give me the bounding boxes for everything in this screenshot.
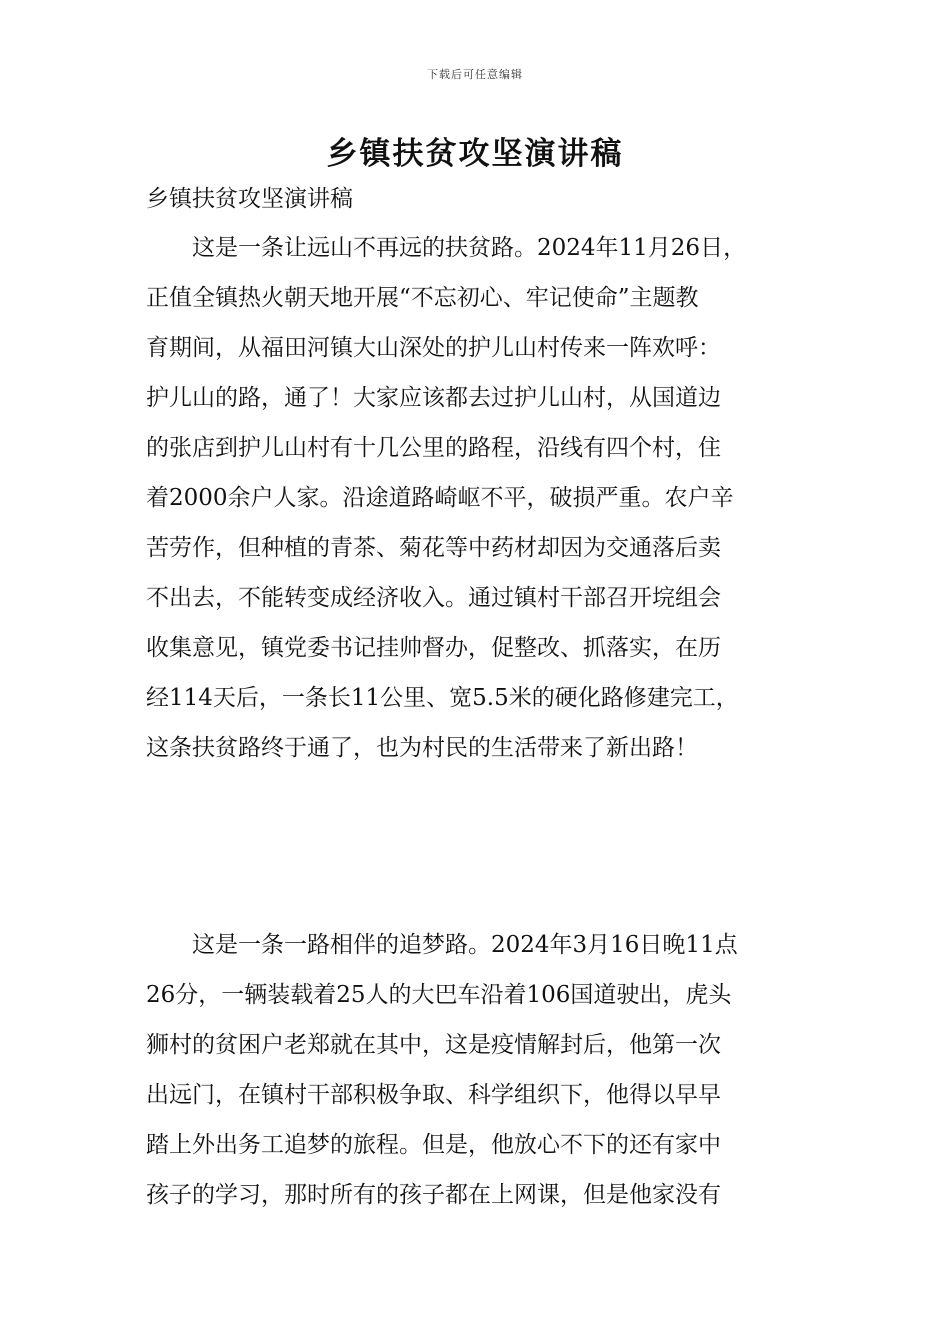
page-header-note: 下载后可任意编辑: [427, 68, 523, 81]
paragraph-1: [146, 223, 826, 773]
paragraph-line: 这是一条一路相伴的追梦路。2024年3月16日晚11点: [146, 932, 738, 958]
paragraph-line: 这条扶贫路终于通了，也为村民的生活带来了新出路！: [146, 735, 698, 761]
paragraph-2: [146, 920, 826, 1220]
paragraph-line: 这是一条让远山不再远的扶贫路。2024年11月26日，: [146, 235, 747, 261]
paragraph-line: 苦劳作，但种植的青茶、菊花等中药材却因为交通落后卖: [146, 535, 721, 561]
document-subtitle: 乡镇扶贫攻坚演讲稿: [146, 186, 353, 212]
paragraph-line: 着2000余户人家。沿途道路崎岖不平，破损严重。农户辛: [146, 485, 734, 511]
paragraph-line: 护儿山的路，通了！大家应该都去过护儿山村，从国道边: [146, 385, 721, 411]
paragraph-line: 出远门，在镇村干部积极争取、科学组织下，他得以早早: [146, 1082, 721, 1108]
paragraph-line: 孩子的学习，那时所有的孩子都在上网课，但是他家没有: [146, 1182, 721, 1208]
paragraph-line: 的张店到护儿山村有十几公里的路程，沿线有四个村，住: [146, 435, 721, 461]
paragraph-line: 踏上外出务工追梦的旅程。但是，他放心不下的还有家中: [146, 1132, 721, 1158]
paragraph-line: 育期间，从福田河镇大山深处的护儿山村传来一阵欢呼：: [146, 335, 721, 361]
paragraph-line: 经114天后，一条长11公里、宽5.5米的硬化路修建完工，: [146, 685, 739, 711]
paragraph-line: 收集意见，镇党委书记挂帅督办，促整改、抓落实，在历: [146, 635, 721, 661]
paragraph-line: 狮村的贫困户老郑就在其中，这是疫情解封后，他第一次: [146, 1032, 721, 1058]
paragraph-line: 不出去，不能转变成经济收入。通过镇村干部召开垸组会: [146, 585, 721, 611]
paragraph-line: 26分，一辆装载着25人的大巴车沿着106国道驶出，虎头: [146, 982, 732, 1008]
paragraph-line: 正值全镇热火朝天地开展“不忘初心、牢记使命”主题教: [146, 285, 699, 311]
document-title: 乡镇扶贫攻坚演讲稿: [326, 136, 624, 172]
